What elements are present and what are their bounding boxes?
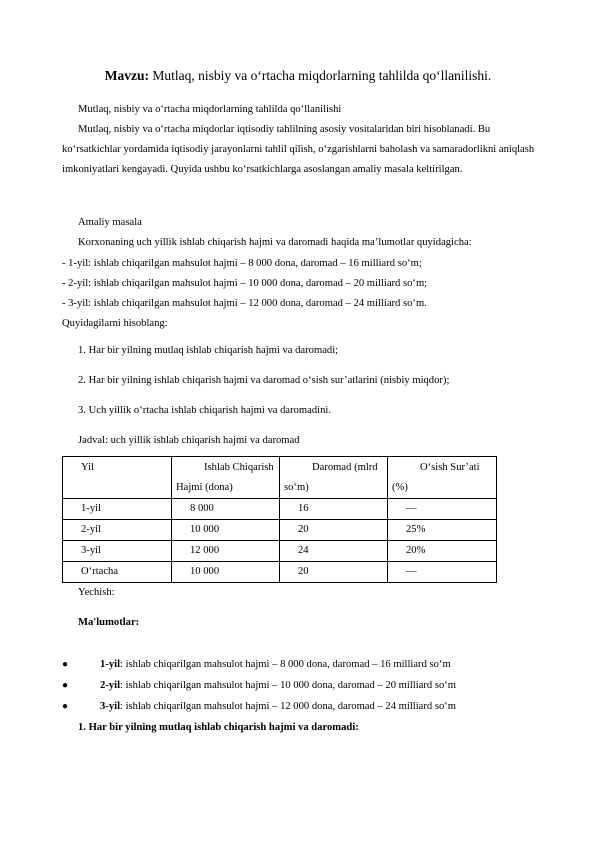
- intro-heading: Mutlaq, nisbiy va o‘rtacha miqdorlarning tahlilda qo‘llanilishi: [78, 104, 342, 115]
- table-cell: —: [388, 499, 497, 520]
- table-cell: 1-yil: [63, 499, 172, 520]
- task-year-1: - 1-yil: ishlab chiqarilgan mahsulot hajmi – 8 000 dona, daromad – 16 milliard so‘m;: [62, 258, 422, 269]
- bullet-year: 1-yil: [100, 659, 121, 670]
- bullet-text: : ishlab chiqarilgan mahsulot hajmi – 8 000 dona, daromad – 16 milliard so‘m: [120, 659, 451, 670]
- table-cell: —: [388, 562, 497, 583]
- question-2: 2. Har bir yilning ishlab chiqarish hajmi va daromad o‘sish sur’atlarini (nisbiy miqdor);: [78, 375, 450, 386]
- table-cell: 20: [280, 520, 388, 541]
- table-cell: 12 000: [172, 541, 280, 562]
- step1-heading: 1. Har bir yilning mutlaq ishlab chiqarish hajmi va daromadi:: [78, 722, 359, 733]
- table-row: [63, 520, 497, 541]
- table-cell: 25%: [388, 520, 497, 541]
- task-year-2: - 2-yil: ishlab chiqarilgan mahsulot hajmi – 10 000 dona, daromad – 20 milliard so‘m;: [62, 278, 428, 289]
- data-table: [62, 456, 497, 583]
- task-heading: Amaliy masala: [78, 217, 142, 228]
- table-cell: 3-yil: [63, 541, 172, 562]
- intro-paragraph: Mutlaq, nisbiy va o‘rtacha miqdorlar iqtisodiy tahlilning asosiy vositalaridan biri hisoblanadi. Bu ko‘rsatkichlar yordamida iqtisodiy jarayonlarni tahlil qilish, o‘zgarishlarni baholash va samaradorlikni aniqlash imkoniyatlari kengayadi. Quyida ushbu ko‘rsatkichlarga asoslangan amaliy masala keltirilgan.: [62, 124, 535, 175]
- table-cell: 20%: [388, 541, 497, 562]
- task-compute-label: Quyidagilarni hisoblang:: [62, 318, 168, 329]
- table-cell: 24: [280, 541, 388, 562]
- table-row: [63, 562, 497, 583]
- question-1: 1. Har bir yilning mutlaq ishlab chiqarish hajmi va daromadi;: [78, 345, 339, 356]
- bullet-year: 2-yil: [100, 680, 121, 691]
- question-3: 3. Uch yillik o‘rtacha ishlab chiqarish hajmi va daromadini.: [78, 405, 332, 416]
- solution-label: Yechish:: [78, 587, 115, 598]
- bullet-dot-icon: ●: [62, 701, 69, 712]
- table-row: [63, 541, 497, 562]
- table-header-row: [63, 457, 497, 499]
- data-bullet-list: [62, 654, 562, 717]
- page-title: [0, 68, 596, 84]
- title-text: Mutlaq, nisbiy va o‘rtacha miqdorlarning tahlilda qo‘llanilishi.: [152, 68, 492, 83]
- table-cell: 10 000: [172, 562, 280, 583]
- data-table-wrap: [62, 456, 496, 583]
- task-statement: Korxonaning uch yillik ishlab chiqarish hajmi va daromadi haqida ma’lumotlar quyidagicha:: [78, 237, 472, 248]
- table-row: [63, 499, 497, 520]
- task-year-3: - 3-yil: ishlab chiqarilgan mahsulot hajmi – 12 000 dona, daromad – 24 milliard so‘m.: [62, 298, 427, 309]
- table-cell: 8 000: [172, 499, 280, 520]
- bullet-text: : ishlab chiqarilgan mahsulot hajmi – 12 000 dona, daromad – 24 milliard so‘m: [120, 701, 457, 712]
- table-cell: O‘rtacha: [63, 562, 172, 583]
- bullet-text: : ishlab chiqarilgan mahsulot hajmi – 10 000 dona, daromad – 20 milliard so‘m: [120, 680, 457, 691]
- bullet-dot-icon: ●: [62, 659, 69, 670]
- table-cell: 16: [280, 499, 388, 520]
- header-growth: O‘sish Sur’ati (%): [388, 457, 497, 499]
- title-label: Mavzu:: [104, 68, 149, 83]
- table-cell: 10 000: [172, 520, 280, 541]
- header-production: Ishlab Chiqarish Hajmi (dona): [172, 457, 280, 499]
- bullet-year: 3-yil: [100, 701, 121, 712]
- list-item: [62, 675, 562, 696]
- list-item: [62, 654, 562, 675]
- list-item: [62, 696, 562, 717]
- bullet-dot-icon: ●: [62, 680, 69, 691]
- table-caption: Jadval: uch yillik ishlab chiqarish hajmi va daromad: [78, 435, 300, 446]
- table-cell: 2-yil: [63, 520, 172, 541]
- header-revenue: Daromad (mlrd so‘m): [280, 457, 388, 499]
- data-heading: Ma'lumotlar:: [78, 617, 140, 628]
- header-year: Yil: [63, 457, 172, 499]
- table-cell: 20: [280, 562, 388, 583]
